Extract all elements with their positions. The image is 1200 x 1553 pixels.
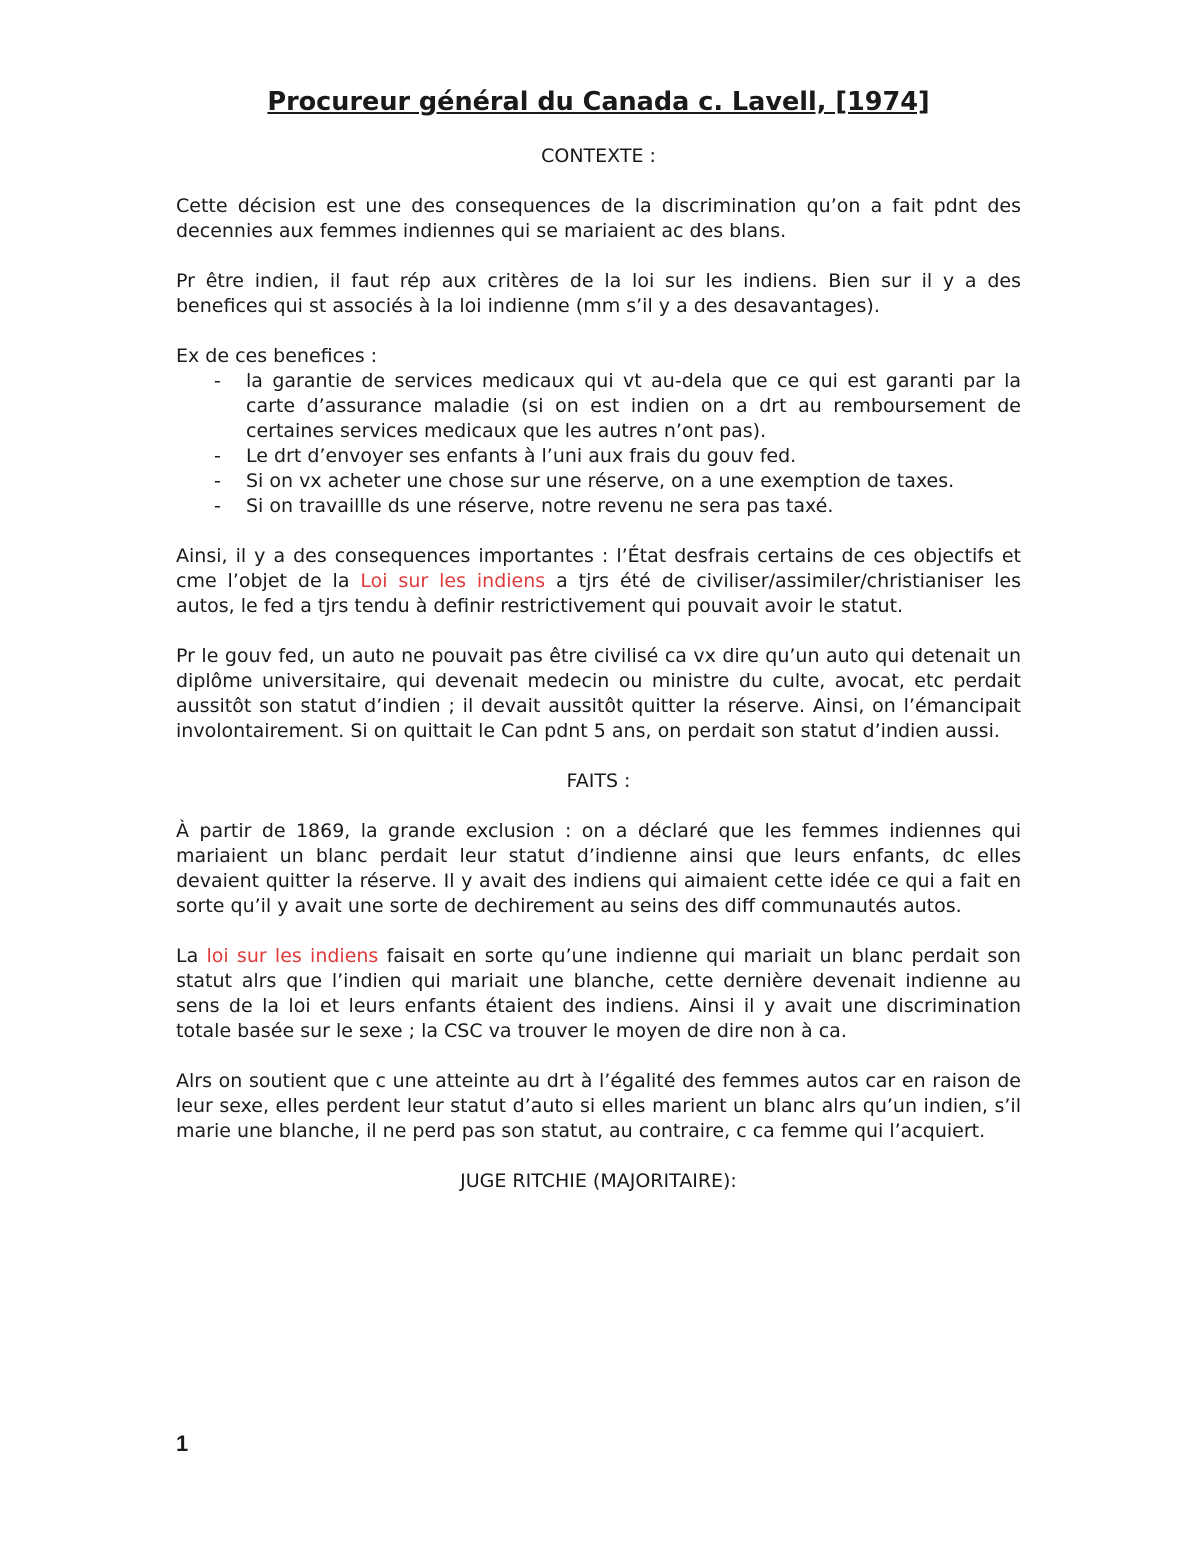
bullet-dash: - <box>214 370 221 392</box>
contexte-paragraph-2: Pr être indien, il faut rép aux critères de la loi sur les indiens. Bien sur il y a des benefices qui st associés à la loi indienne (mm s’il y a des desavantages). <box>176 270 1021 317</box>
document-title: Procureur général du Canada c. Lavell, [1974] <box>267 87 930 117</box>
section-heading-juge: JUGE RITCHIE (MAJORITAIRE): <box>460 1170 737 1192</box>
highlighted-law-reference: loi sur les indiens <box>206 945 379 967</box>
document-body <box>176 86 1021 1219</box>
list-item: - Si on travaillle ds une réserve, notre revenu ne sera pas taxé. <box>214 495 834 517</box>
faits-paragraph-2: La loi sur les indiens faisait en sorte qu’une indienne qui mariait un blanc perdait son statut alrs que l’indien qui mariait une blanche, cette dernière devenait indienne au sens de la loi et leurs enfants étaient des indiens. Ainsi il y avait une discrimination totale basée sur le sexe ; la CSC va trouver le moyen de dire non à ca. <box>176 945 1021 1042</box>
bullet-dash: - <box>214 470 221 492</box>
faits-paragraph-3: Alrs on soutient que c une atteinte au drt à l’égalité des femmes autos car en raison de leur sexe, elles perdent leur statut d’auto si elles marient un blanc alrs qu’un indien, s’il marie une blanche, il ne perd pas son statut, au contraire, c ca femme qui l’acquiert. <box>176 1070 1021 1142</box>
list-item: - Le drt d’envoyer ses enfants à l’uni aux frais du gouv fed. <box>214 445 797 467</box>
benefits-list <box>176 369 1021 519</box>
contexte-paragraph-4: Pr le gouv fed, un auto ne pouvait pas être civilisé ca vx dire qu’un auto qui detenait un diplôme universitaire, qui devenait medecin ou ministre du culte, avocat, etc perdait aussitôt son statut d’indien ; il devait aussitôt quitter la réserve. Ainsi, on l’émancipait involontairement. Si on quittait le Can pdnt 5 ans, on perdait son statut d’indien aussi. <box>176 645 1021 742</box>
bullet-dash: - <box>214 495 221 517</box>
list-item: - la garantie de services medicaux qui vt au-dela que ce qui est garanti par la carte d’assurance maladie (si on est indien on a drt au remboursement de certaines services medicaux que les autres n’ont pas). <box>214 370 1021 442</box>
highlighted-law-reference: Loi sur les indiens <box>360 570 546 592</box>
page-number: 1 <box>176 1431 189 1456</box>
bullet-dash: - <box>214 445 221 467</box>
list-item: - Si on vx acheter une chose sur une réserve, on a une exemption de taxes. <box>214 470 955 492</box>
section-heading-faits: FAITS : <box>566 770 631 792</box>
contexte-paragraph-3: Ainsi, il y a des consequences importantes : l’État desfrais certains de ces objectifs et cme l’objet de la Loi sur les indiens a tjrs été de civiliser/assimiler/christianiser les autos, le fed a tjrs tendu à definir restrictivement qui pouvait avoir le statut. <box>176 545 1022 617</box>
contexte-paragraph-1: Cette décision est une des consequences de la discrimination qu’on a fait pdnt des decennies aux femmes indiennes qui se mariaient ac des blans. <box>176 195 1021 242</box>
faits-paragraph-1: À partir de 1869, la grande exclusion : on a déclaré que les femmes indiennes qui mariaient un blanc perdait leur statut d’indienne ainsi que leurs enfants, dc elles devaient quitter la réserve. Il y avait des indiens qui aimaient cette idée ce qui a fait en sorte qu’il y avait une sorte de dechirement au seins des diff communautés autos. <box>176 820 1021 917</box>
section-heading-contexte: CONTEXTE : <box>541 145 656 167</box>
benefits-intro: Ex de ces benefices : <box>176 345 378 367</box>
